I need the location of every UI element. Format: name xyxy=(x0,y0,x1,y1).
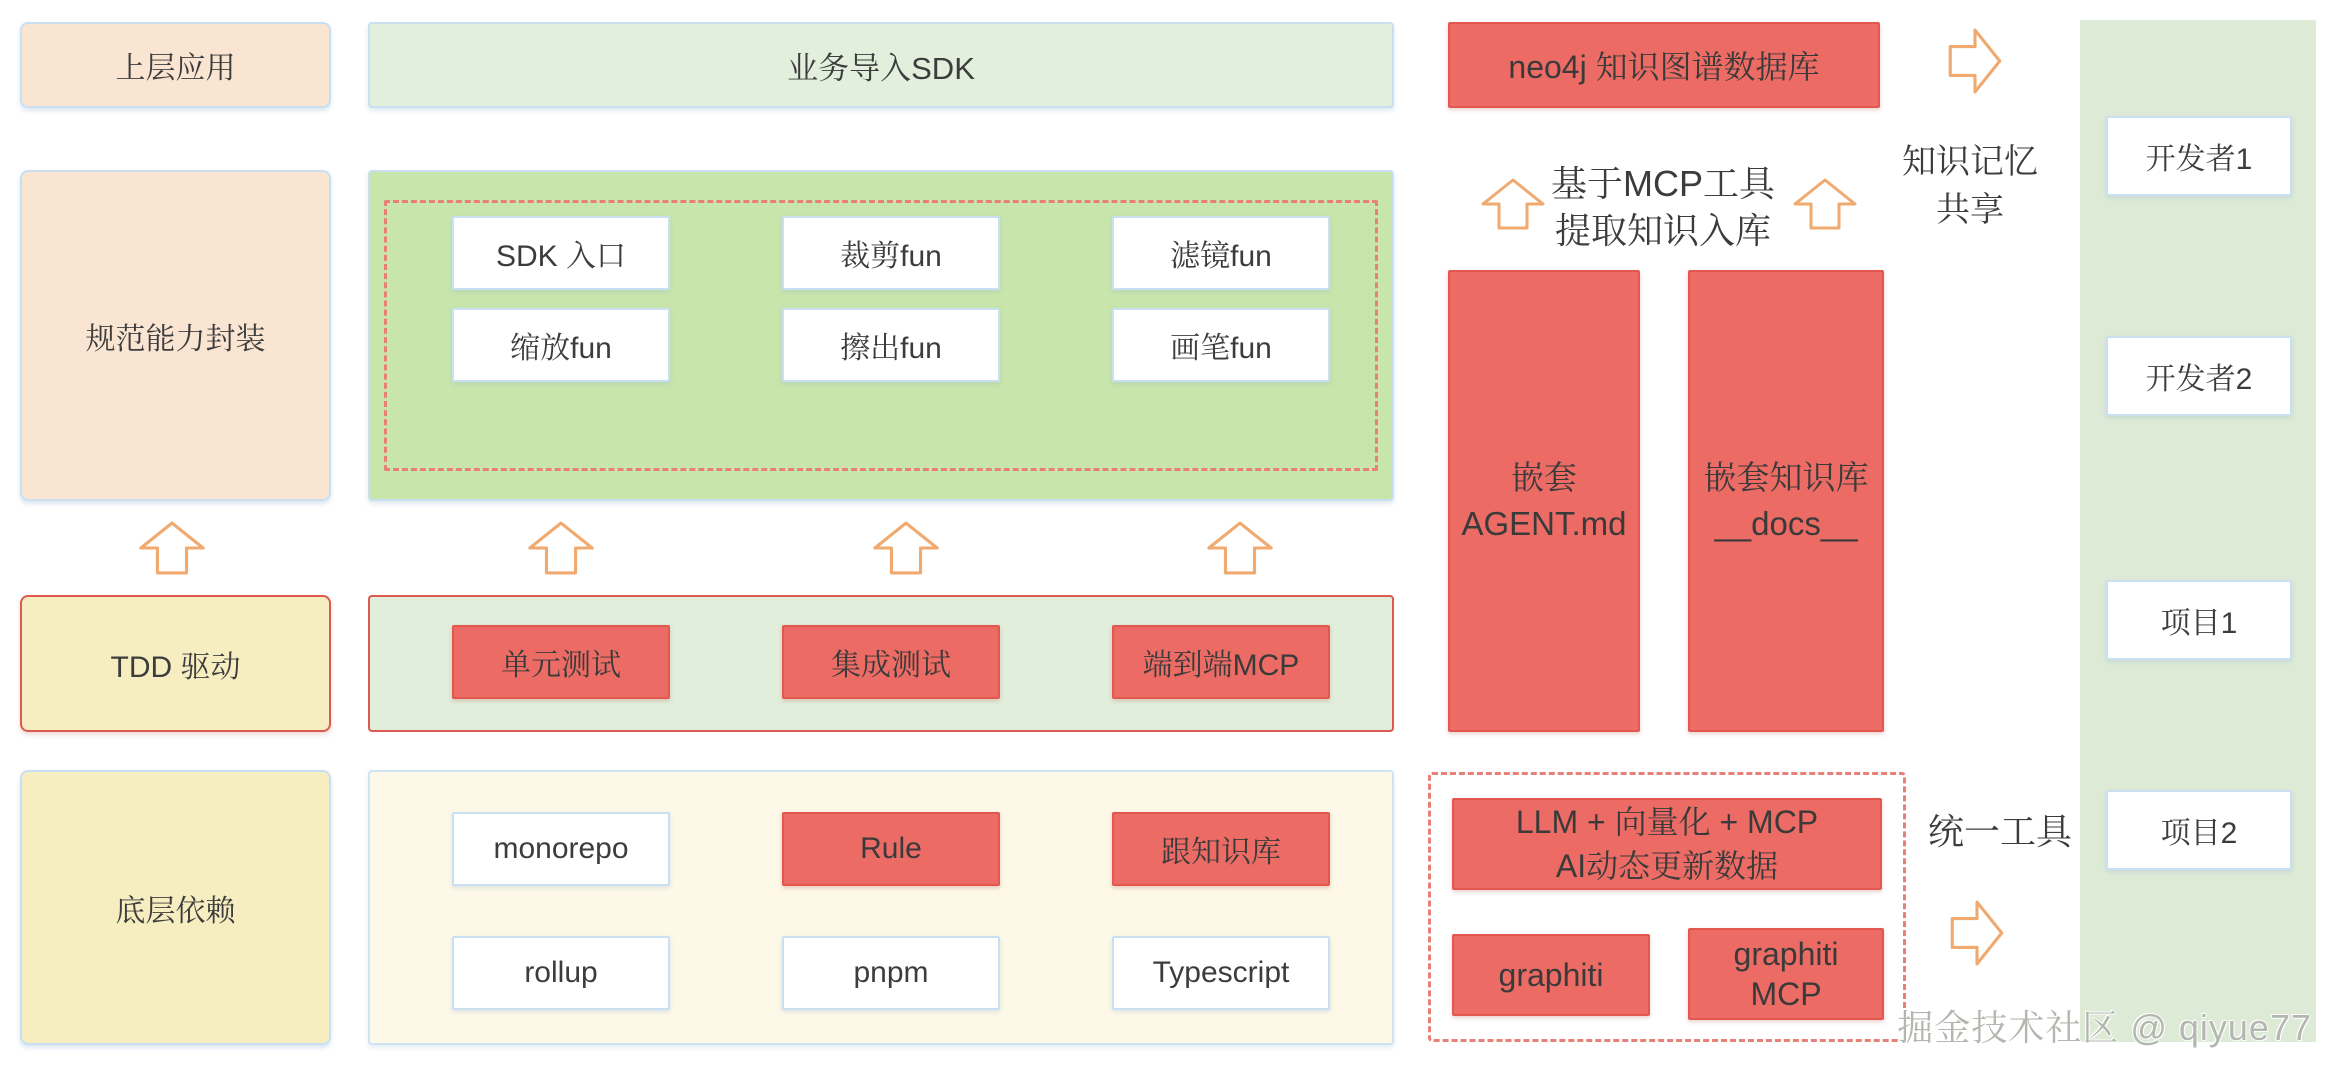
deps-box-knowledge-base xyxy=(1112,812,1330,886)
right-arrow-icon xyxy=(1948,28,2002,94)
developer2-box xyxy=(2106,336,2292,416)
watermark: 掘金技术社区 @ qiyue77 xyxy=(1897,1007,2312,1048)
graphiti-mcp-box xyxy=(1688,928,1884,1020)
fun-box-brush xyxy=(1112,308,1330,382)
developer1-box xyxy=(2106,116,2292,196)
ingest-note-line1: 基于MCP工具 xyxy=(1551,163,1775,204)
deps-box-label: 跟知识库 xyxy=(1161,836,1281,869)
deps-box-label: Typescript xyxy=(1152,956,1290,989)
test-box-e2e-mcp xyxy=(1112,625,1330,699)
nested-docs-line2: __docs__ xyxy=(1714,505,1858,542)
tdd-label: TDD 驱动 xyxy=(110,650,241,684)
capability-label: 规范能力封装 xyxy=(85,322,266,356)
fun-box-label: 画笔fun xyxy=(1170,332,1272,365)
right-arrow-icon xyxy=(1950,900,2004,966)
sdk-import-label: 业务导入SDK xyxy=(787,50,975,86)
deps-box-label: monorepo xyxy=(493,832,629,865)
neo4j-box xyxy=(1448,22,1880,108)
upper-app-label: 上层应用 xyxy=(115,52,236,85)
graphiti-box xyxy=(1452,934,1650,1016)
nested-docs-box xyxy=(1688,270,1884,732)
deps-box-label: pnpm xyxy=(853,956,929,989)
nested-agent-box xyxy=(1448,270,1640,732)
share-note-line2: 共享 xyxy=(1936,191,2004,229)
nested-docs-line1: 嵌套知识库 xyxy=(1703,459,1869,496)
ingest-note xyxy=(1548,160,1778,254)
upper-app-box xyxy=(20,22,331,108)
developer2-label: 开发者2 xyxy=(2145,363,2253,396)
deps-box-rule xyxy=(782,812,1000,886)
fun-box-label: SDK 入口 xyxy=(495,240,627,273)
deps-box-pnpm xyxy=(782,936,1000,1010)
fun-box-filter xyxy=(1112,216,1330,290)
test-box-label: 单元测试 xyxy=(501,649,621,682)
nested-agent-line1: 嵌套 xyxy=(1511,459,1577,496)
unified-tools-label: 统一工具 xyxy=(1927,811,2072,852)
project1-label: 项目1 xyxy=(2160,607,2238,640)
project2-box xyxy=(2106,790,2292,870)
project2-label: 项目2 xyxy=(2160,817,2238,850)
llm-box-line2: AI动态更新数据 xyxy=(1555,848,1779,884)
share-note xyxy=(1890,138,2050,234)
up-arrow-icon xyxy=(868,521,944,575)
deps-box-monorepo xyxy=(452,812,670,886)
deps-box-rollup xyxy=(452,936,670,1010)
up-arrow-icon xyxy=(1478,178,1548,230)
project1-box xyxy=(2106,580,2292,660)
up-arrow-icon xyxy=(1202,521,1278,575)
fun-box-crop xyxy=(782,216,1000,290)
deps-box-label: Rule xyxy=(860,832,922,865)
fun-box-sdk-entry xyxy=(452,216,670,290)
up-arrow-icon xyxy=(1790,178,1860,230)
graphiti-label: graphiti xyxy=(1498,956,1604,993)
test-box-integration xyxy=(782,625,1000,699)
fun-box-label: 滤镜fun xyxy=(1170,240,1272,273)
llm-box xyxy=(1452,798,1882,890)
test-box-label: 端到端MCP xyxy=(1142,649,1300,682)
fun-box-erase xyxy=(782,308,1000,382)
fun-box-zoom xyxy=(452,308,670,382)
sdk-import-banner xyxy=(368,22,1394,108)
deps-box-typescript xyxy=(1112,936,1330,1010)
ingest-note-line2: 提取知识入库 xyxy=(1554,210,1771,251)
up-arrow-icon xyxy=(134,521,210,575)
share-note-line1: 知识记忆 xyxy=(1902,143,2038,181)
test-box-unit xyxy=(452,625,670,699)
graphiti-mcp-line1: graphiti xyxy=(1733,936,1839,972)
tdd-box xyxy=(20,595,331,732)
base-deps-box xyxy=(20,770,331,1045)
fun-box-label: 缩放fun xyxy=(510,332,612,365)
base-deps-label: 底层依赖 xyxy=(115,894,236,928)
deps-box-label: rollup xyxy=(524,956,598,989)
unified-tools-note xyxy=(1920,808,2080,855)
test-box-label: 集成测试 xyxy=(831,649,951,682)
graphiti-mcp-line2: MCP xyxy=(1750,976,1822,1012)
fun-box-label: 裁剪fun xyxy=(840,240,942,273)
neo4j-label: neo4j 知识图谱数据库 xyxy=(1508,49,1820,85)
nested-agent-line2: AGENT.md xyxy=(1461,505,1627,542)
capability-box xyxy=(20,170,331,501)
llm-box-line1: LLM + 向量化 + MCP xyxy=(1515,804,1819,840)
fun-box-label: 擦出fun xyxy=(840,332,942,365)
up-arrow-icon xyxy=(523,521,599,575)
developer1-label: 开发者1 xyxy=(2145,143,2253,176)
